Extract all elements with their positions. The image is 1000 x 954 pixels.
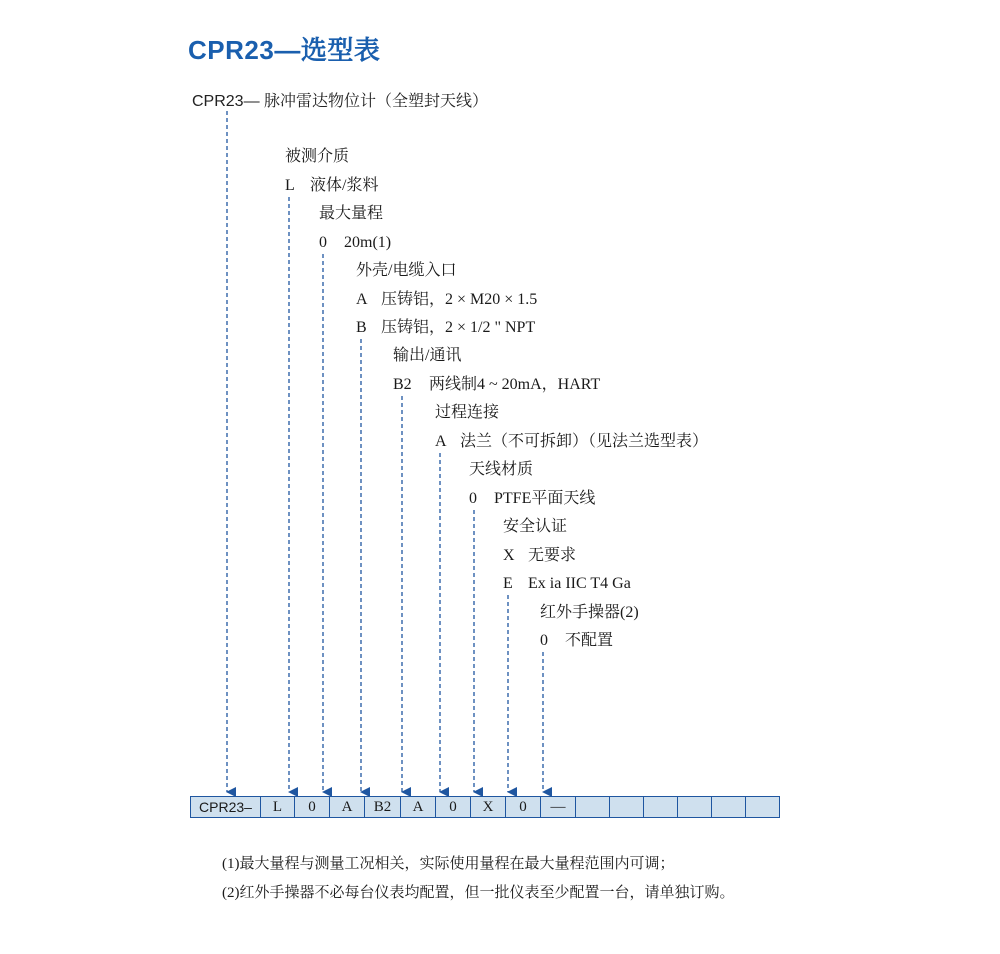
option-code: B2 bbox=[393, 376, 412, 393]
model-code-strip bbox=[190, 796, 780, 818]
strip-cell-empty bbox=[745, 796, 780, 818]
option-code: E bbox=[503, 575, 513, 592]
strip-cell-range: 0 bbox=[294, 796, 330, 818]
option-code: A bbox=[356, 291, 368, 308]
option-code: A bbox=[435, 433, 447, 450]
option-desc: 法兰（不可拆卸）（见法兰选型表） bbox=[460, 433, 709, 450]
strip-cell-antenna: 0 bbox=[435, 796, 471, 818]
strip-cell-medium: L bbox=[260, 796, 295, 818]
option-desc: 无要求 bbox=[528, 547, 577, 564]
option-code: 0 bbox=[469, 490, 477, 507]
option-code: 0 bbox=[319, 234, 327, 251]
strip-cell-empty bbox=[677, 796, 712, 818]
strip-cell-separator: — bbox=[540, 796, 576, 818]
option-code: L bbox=[285, 177, 295, 194]
footnote-1: (1)最大量程与测量工况相关，实际使用量程在最大量程范围内可调； bbox=[222, 856, 675, 872]
group-heading-ir-handheld: 红外手操器(2) bbox=[540, 604, 639, 621]
option-desc: 压铸铝，2 × M20 × 1.5 bbox=[381, 291, 538, 308]
group-heading-antenna: 天线材质 bbox=[469, 461, 534, 478]
group-heading-process-connection: 过程连接 bbox=[435, 404, 500, 421]
strip-cell-empty bbox=[643, 796, 678, 818]
option-desc: 20m(1) bbox=[344, 234, 392, 251]
strip-cell-connection: A bbox=[400, 796, 436, 818]
group-heading-housing: 外壳/电缆入口 bbox=[356, 262, 457, 279]
strip-cell-housing: A bbox=[329, 796, 365, 818]
option-desc: 不配置 bbox=[565, 632, 614, 649]
option-desc: 压铸铝，2 × 1/2 " NPT bbox=[381, 319, 536, 336]
strip-cell-ir-handheld: 0 bbox=[505, 796, 541, 818]
strip-cell-certification: X bbox=[470, 796, 506, 818]
strip-cell-empty bbox=[609, 796, 644, 818]
group-heading-max-range: 最大量程 bbox=[319, 205, 384, 222]
strip-cell-model: CPR23– bbox=[190, 796, 261, 818]
product-name: CPR23— 脉冲雷达物位计（全塑封天线） bbox=[192, 93, 489, 110]
option-desc: 两线制4 ~ 20mA，HART bbox=[429, 376, 601, 393]
strip-cell-empty bbox=[711, 796, 746, 818]
option-desc: 液体/浆料 bbox=[310, 177, 379, 194]
strip-cell-empty bbox=[575, 796, 610, 818]
option-desc: Ex ia IIC T4 Ga bbox=[528, 575, 631, 592]
option-code: 0 bbox=[540, 632, 548, 649]
option-code: X bbox=[503, 547, 515, 564]
footnote-2: (2)红外手操器不必每台仪表均配置，但一批仪表至少配置一台，请单独订购。 bbox=[222, 885, 735, 901]
option-desc: PTFE平面天线 bbox=[494, 490, 596, 507]
group-heading-medium: 被测介质 bbox=[285, 148, 350, 165]
group-heading-output: 输出/通讯 bbox=[393, 347, 462, 364]
strip-cell-output: B2 bbox=[364, 796, 401, 818]
option-code: B bbox=[356, 319, 367, 336]
group-heading-certification: 安全认证 bbox=[503, 518, 568, 535]
page-title: CPR23—选型表 bbox=[188, 35, 381, 65]
